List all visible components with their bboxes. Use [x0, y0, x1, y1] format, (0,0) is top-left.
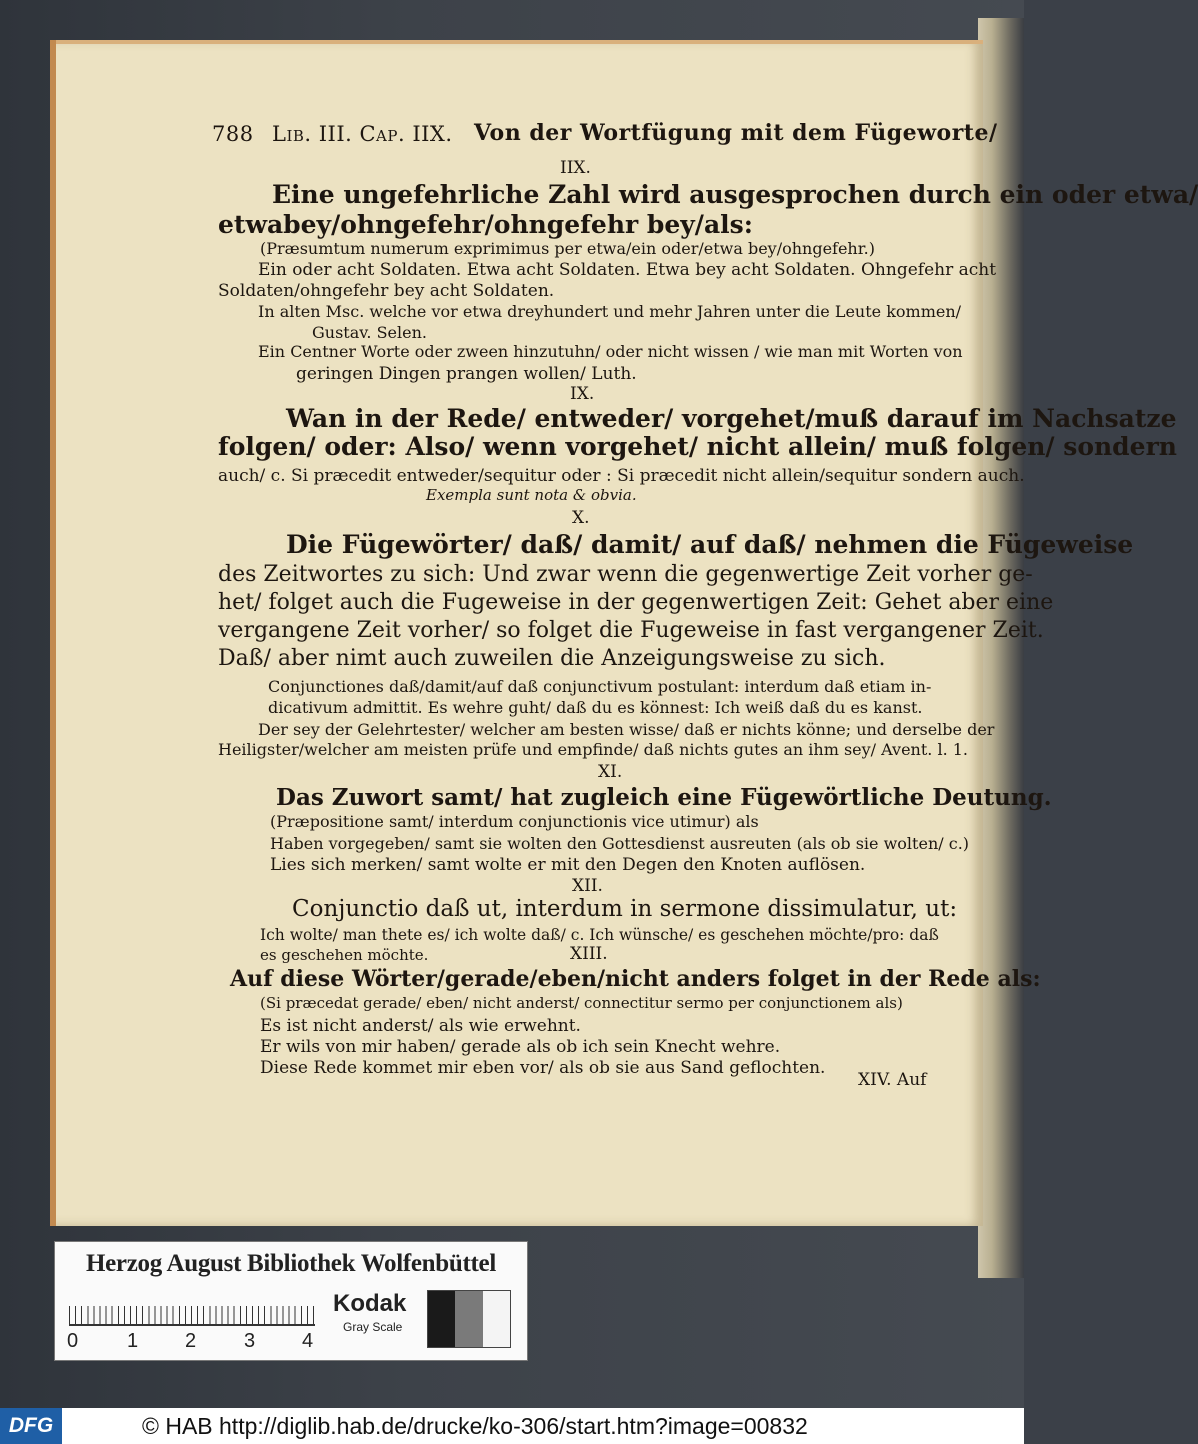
color-calibration-card [54, 1241, 528, 1361]
rule-heading: Auf diese Wörter/gerade/eben/nicht anders folget in der Rede als: [230, 966, 1041, 992]
ruler-number: 1 [127, 1330, 139, 1352]
example-line: Ich wolte/ man thete es/ ich wolte daß/ c. Ich wünsche/ es geschehen möchte/pro: daß [260, 926, 939, 944]
rule-heading: Wan in der Rede/ entweder/ vorgehet/muß darauf im Nachsatze [286, 404, 1177, 433]
example-line: In alten Msc. welche vor etwa dreyhundert und mehr Jahren unter die Leute kommen/ [258, 302, 962, 321]
example-line: Es ist nicht anderst/ als wie erwehnt. [260, 1016, 581, 1036]
citation: Gustav. Selen. [312, 323, 427, 342]
example-line: geringen Dingen prangen wollen/ Luth. [296, 364, 637, 384]
rule-heading: Die Fügewörter/ daß/ damit/ auf daß/ nehmen die Fügeweise [286, 530, 1134, 559]
gray-scale-patches [427, 1290, 511, 1348]
example-line: dicativum admittit. Es wehre guht/ daß du es könnest: Ich weiß daß du es kanst. [268, 698, 923, 717]
example-line: Heiligster/welcher am meisten prüfe und empfinde/ daß nichts gutes an ihm sey/ Avent. l. 1. [218, 740, 969, 759]
section-label: Lib. III. Cap. IIX. [272, 122, 453, 146]
gray-patch [455, 1291, 482, 1347]
kodak-logo: Kodak [333, 1290, 407, 1317]
section-number: IX. [570, 384, 595, 404]
book-page [50, 40, 1198, 1226]
section-number: XIII. [570, 944, 608, 964]
section-number: IIX. [560, 158, 591, 178]
catchword: XIV. Auf [858, 1070, 927, 1090]
rule-text: vergangene Zeit vorher/ so folget die Fugeweise in fast vergangener Zeit. [218, 618, 1044, 643]
example-line: Er wils von mir haben/ gerade als ob ich sein Knecht wehre. [260, 1037, 781, 1057]
library-name: Herzog August Bibliothek Wolfenbüttel [85, 1250, 496, 1277]
latin-note: (Præpositione samt/ interdum conjunctionis vice utimur) als [270, 812, 759, 831]
rule-heading: folgen/ oder: Also/ wenn vorgehet/ nicht allein/ muß folgen/ sondern [218, 432, 1177, 461]
rule-heading: etwabey/ohngefehr/ohngefehr bey/als: [218, 210, 753, 239]
example-line: Soldaten/ohngefehr bey acht Soldaten. [218, 281, 555, 301]
example-line: Ein Centner Worte oder zween hinzutuhn/ oder nicht wissen / wie man mit Worten von [258, 342, 963, 361]
ruler-scale [69, 1298, 315, 1326]
running-title: Von der Wortfügung mit dem Fügeworte/ [474, 120, 998, 146]
ruler-number: 0 [67, 1330, 79, 1352]
latin-note: (Præsumtum numerum exprimimus per etwa/ein oder/etwa bey/ohngefehr.) [260, 239, 875, 258]
page-text [50, 40, 1198, 1226]
rule-heading: Eine ungefehrliche Zahl wird ausgesprochen durch ein oder etwa/ [272, 180, 1198, 209]
example-line: Der sey der Gelehrtester/ welcher am besten wisse/ daß er nichts könne; und derselbe der [258, 720, 995, 739]
rule-heading: Das Zuwort samt/ hat zugleich eine Fügewörtliche Deutung. [276, 784, 1052, 811]
example-line: Haben vorgegeben/ samt sie wolten den Gottesdienst ausreuten (als ob sie wolten/ c.) [270, 834, 970, 853]
gray-patch [483, 1291, 510, 1347]
section-number: XI. [598, 762, 623, 782]
rule-text: Daß/ aber nimt auch zuweilen die Anzeigungsweise zu sich. [218, 646, 886, 671]
gray-scale-label: Gray Scale [343, 1320, 403, 1334]
copyright-link[interactable]: © HAB http://diglib.hab.de/drucke/ko-306/start.htm?image=00832 [142, 1413, 808, 1439]
example-line: es geschehen möchte. [260, 946, 429, 964]
example-line: Diese Rede kommet mir eben vor/ als ob sie aus Sand geflochten. [260, 1058, 826, 1078]
ruler-number: 2 [185, 1330, 197, 1352]
latin-note: Conjunctiones daß/damit/auf daß conjunctivum postulant: interdum daß etiam in- [268, 677, 932, 696]
example-line: Ein oder acht Soldaten. Etwa acht Soldaten. Etwa bey acht Soldaten. Ohngefehr acht [258, 260, 997, 280]
rule-heading: auch/ c. Si præcedit entweder/sequitur oder : Si præcedit nicht allein/sequitur sondern auch. [218, 466, 1025, 486]
dfg-logo: DFG [0, 1408, 62, 1444]
section-number: X. [572, 508, 590, 528]
ruler-number: 3 [244, 1330, 256, 1352]
section-number: XII. [572, 876, 603, 896]
footer-bar [0, 1408, 1024, 1444]
example-line: Lies sich merken/ samt wolte er mit den Degen den Knoten auflösen. [270, 855, 866, 875]
rule-text: des Zeitwortes zu sich: Und zwar wenn die gegenwertige Zeit vorher ge- [218, 562, 1033, 587]
rule-text: het/ folget auch die Fugeweise in der gegenwertigen Zeit: Gehet aber eine [218, 590, 1054, 615]
gray-patch [428, 1291, 455, 1347]
rule-heading: Conjunctio daß ut, interdum in sermone dissimulatur, ut: [292, 896, 958, 922]
ruler-number: 4 [302, 1330, 314, 1352]
latin-note: Exempla sunt nota & obvia. [426, 486, 637, 504]
page-number: 788 [212, 122, 254, 146]
latin-note: (Si præcedat gerade/ eben/ nicht anderst/ connectitur sermo per conjunctionem als) [260, 994, 903, 1012]
